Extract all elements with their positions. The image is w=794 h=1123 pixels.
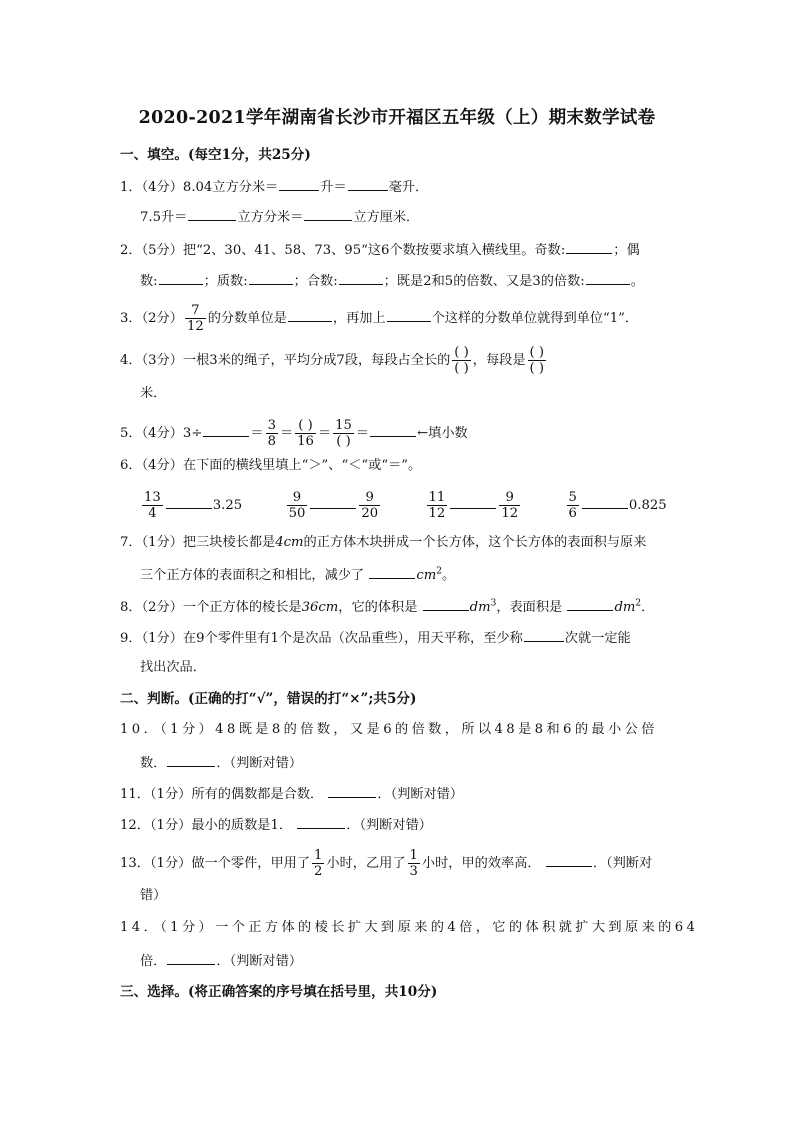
section-2-heading: 二、判断。(正确的打“√”，错误的打“×”;共5分): [120, 691, 417, 707]
answer-blank[interactable]: [288, 307, 332, 322]
question-5: 5．（4分）3÷ ＝ $\frac{3}{8}$ ＝ $\frac{( )}{16}$ ＝ $\frac{15}{( )}$ ＝ ←填小数: [120, 418, 468, 449]
question-2-line-2: 数: ；质数: ；合数: ；既是2和5的倍数、又是3的倍数: 。: [140, 270, 644, 292]
answer-blank[interactable]: [423, 596, 469, 611]
question-10-line-1: 10．（1分）48既是8的倍数，又是6的倍数，所以48是8和6的最小公倍: [120, 722, 658, 737]
answer-blank[interactable]: [328, 783, 376, 798]
answer-blank[interactable]: [348, 176, 388, 191]
fraction: $\frac{13}{4}$: [144, 490, 161, 521]
fraction: $\frac{1}{3}$: [409, 848, 418, 879]
answer-blank[interactable]: [586, 270, 630, 285]
question-9-line-1: 9．（1分）在9个零件里有1个是次品（次品重些），用天平称，至少称 次就一定能: [120, 627, 631, 649]
answer-blank[interactable]: [167, 752, 215, 767]
fraction: $\frac{9}{50}$: [288, 490, 306, 521]
fraction: $\frac{3}{8}$: [267, 418, 276, 449]
answer-blank[interactable]: [370, 422, 416, 437]
fraction-answer-box[interactable]: $\frac{( )}{( )}$: [529, 345, 544, 376]
fraction-answer-box[interactable]: $\frac{( )}{( )}$: [454, 345, 469, 376]
answer-blank[interactable]: [159, 270, 203, 285]
question-11: 11．（1分）所有的偶数都是合数． ．（判断对错）: [120, 783, 463, 805]
question-10-line-2: 数． ．（判断对错）: [140, 752, 302, 774]
question-9-line-2: 找出次品．: [140, 660, 206, 675]
answer-blank[interactable]: [339, 270, 383, 285]
fraction: $\frac{15}{( )}$: [335, 418, 352, 449]
question-14-line-2: 倍． ．（判断对错）: [140, 950, 302, 972]
answer-blank[interactable]: [450, 494, 496, 509]
answer-blank[interactable]: [166, 494, 212, 509]
fraction: $\frac{11}{12}$: [428, 490, 446, 521]
answer-blank[interactable]: [188, 206, 236, 221]
question-6-comparisons: $\frac{13}{4}$ 3.25 $\frac{9}{50}$ $\frac{9}{20}$ $\frac{11}{12}$ $\frac{9}{12}$ $\frac{5}{6}$ 0.825: [144, 490, 667, 521]
answer-blank[interactable]: [387, 307, 431, 322]
question-8: 8．（2分）一个正方体的棱长是36cm，它的体积是 $dm^3$，表面积是 $dm^2$．: [120, 596, 654, 618]
answer-blank[interactable]: [369, 564, 415, 579]
answer-blank[interactable]: [582, 494, 628, 509]
question-6: 6．（4分）在下面的横线里填上“＞”、“＜“或“＝”。: [120, 458, 422, 473]
answer-blank[interactable]: [249, 270, 293, 285]
section-3-heading: 三、选择。(将正确答案的序号填在括号里，共10分): [120, 984, 438, 1000]
fraction: $\frac{9}{12}$: [501, 490, 519, 521]
section-1-heading: 一、填空。(每空1分，共25分): [120, 147, 311, 163]
page-title: 2020-2021学年湖南省长沙市开福区五年级（上）期末数学试卷: [138, 108, 656, 128]
question-3: 3．（2分） $\frac{7}{12}$ 的分数单位是 ，再加上 个这样的分数单位就得到单位“1”．: [120, 303, 639, 334]
answer-blank[interactable]: [546, 852, 592, 867]
question-2-line-1: 2．（5分）把“2、30、41、58、73、95“这6个数按要求填入横线里。奇数: ；偶: [120, 239, 640, 261]
fraction: $\frac{9}{20}$: [361, 490, 379, 521]
fraction: $\frac{7}{12}$: [186, 303, 204, 334]
question-4-line-2: 米．: [140, 386, 167, 401]
answer-blank[interactable]: [279, 176, 319, 191]
question-4-line-1: 4．（3分）一根3米的绳子，平均分成7段，每段占全长的 $\frac{( )}{( )}$ ，每段是 $\frac{( )}{( )}$: [120, 345, 544, 376]
fraction: $\frac{( )}{16}$: [297, 418, 314, 449]
fraction: $\frac{1}{2}$: [314, 848, 323, 879]
answer-blank[interactable]: [167, 950, 215, 965]
answer-blank[interactable]: [524, 627, 564, 642]
fraction: $\frac{5}{6}$: [568, 490, 577, 521]
question-13-line-1: 13．（1分）做一个零件，甲用了 $\frac{1}{2}$ 小时，乙用了 $\frac{1}{3}$ 小时，甲的效率高． ．（判断对: [120, 848, 653, 879]
answer-blank[interactable]: [310, 494, 356, 509]
question-7-line-2: 三个正方体的表面积之和相比，减少了 $cm^2$。: [140, 564, 455, 586]
answer-blank[interactable]: [304, 206, 352, 221]
question-13-line-2: 错）: [140, 888, 167, 903]
question-1-line-2: 7.5升＝ 立方分米＝ 立方厘米．: [140, 206, 419, 228]
answer-blank[interactable]: [567, 596, 613, 611]
answer-blank[interactable]: [203, 422, 249, 437]
question-1-line-1: 1．（4分）8.04立方分米＝ 升＝ 毫升．: [120, 176, 428, 198]
question-14-line-1: 14．（1分）一个正方体的棱长扩大到原来的4倍，它的体积就扩大到原来的64: [120, 920, 699, 935]
question-7-line-1: 7．（1分）把三块棱长都是4cm的正方体木块拼成一个长方体，这个长方体的表面积与原来: [120, 535, 647, 550]
answer-blank[interactable]: [297, 814, 345, 829]
answer-blank[interactable]: [566, 239, 612, 254]
question-12: 12．（1分）最小的质数是1． ．（判断对错）: [120, 814, 432, 836]
